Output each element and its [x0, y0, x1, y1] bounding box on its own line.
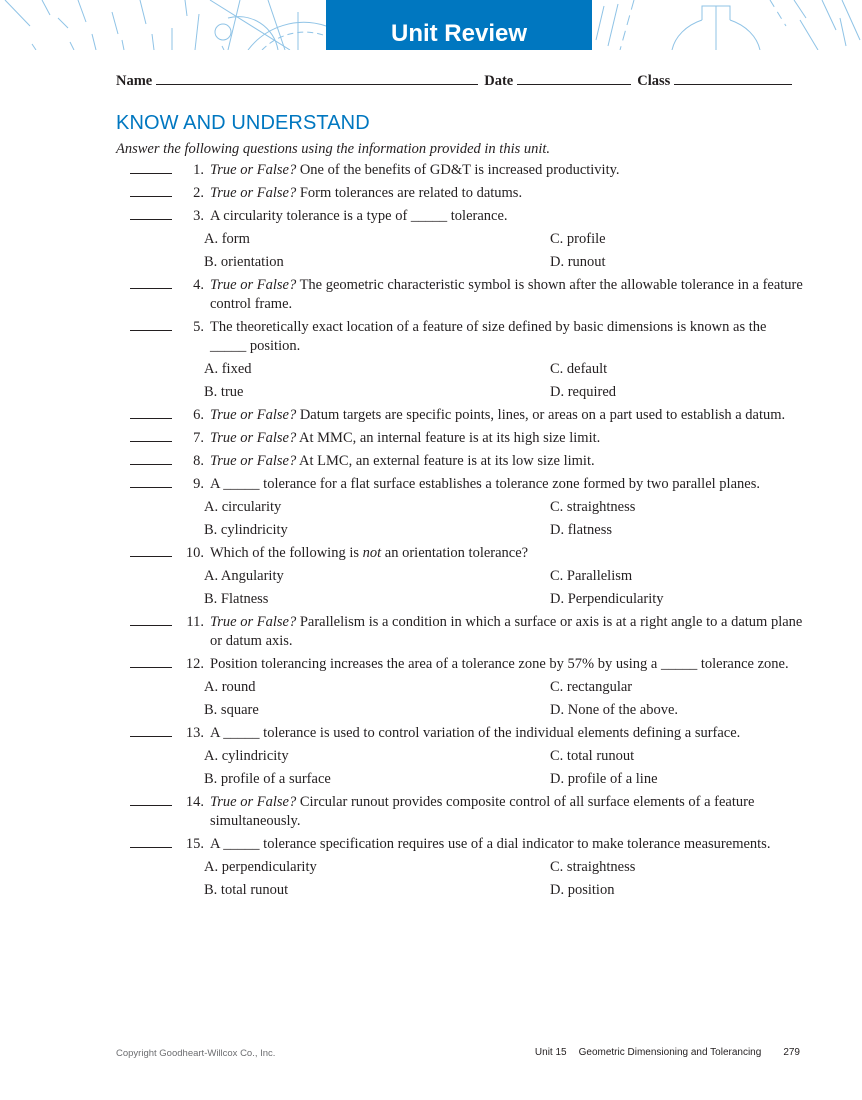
option-b: B. Flatness: [204, 591, 269, 607]
section-instructions: Answer the following questions using the information provided in this unit.: [116, 141, 551, 157]
question-14: [116, 793, 806, 831]
option-c: C. rectangular: [550, 679, 633, 695]
question-5: [116, 318, 806, 356]
question-number: 5.: [193, 319, 204, 335]
option-d: D. position: [550, 882, 615, 898]
option-a: A. Angularity: [204, 568, 284, 584]
question-15: [116, 835, 806, 854]
answer-blank-4[interactable]: [130, 276, 172, 289]
option-d: D. runout: [550, 254, 606, 270]
true-false-prefix: True or False?: [210, 430, 297, 446]
option-a: A. perpendicularity: [204, 859, 317, 875]
section-title: KNOW AND UNDERSTAND: [116, 112, 370, 134]
question-number: 7.: [193, 430, 204, 446]
answer-blank-11[interactable]: [130, 613, 172, 626]
option-d: D. None of the above.: [550, 702, 679, 718]
options-5: [204, 360, 806, 406]
question-8: [116, 452, 806, 471]
question-text: A _____ tolerance specification requires use of a dial indicator to make tolerance measurements.: [210, 836, 771, 852]
answer-blank-1[interactable]: [130, 161, 172, 174]
date-label: Date: [484, 73, 514, 89]
answer-blank-5[interactable]: [130, 318, 172, 331]
banner-title: Unit Review: [390, 20, 528, 47]
question-text: A _____ tolerance for a flat surface establishes a tolerance zone formed by two parallel planes.: [210, 476, 760, 492]
question-6: [116, 406, 806, 425]
student-info-row: [116, 72, 800, 90]
question-number: 6.: [193, 407, 204, 423]
question-text: an orientation tolerance?: [381, 545, 529, 561]
question-12: [116, 655, 806, 674]
question-number: 10.: [185, 545, 204, 561]
question-number: 9.: [193, 476, 204, 492]
question-1: [116, 161, 806, 180]
question-text: One of the benefits of GD&T is increased productivity.: [296, 162, 620, 178]
question-number: 15.: [185, 836, 204, 852]
answer-blank-6[interactable]: [130, 406, 172, 419]
question-number: 1.: [193, 162, 204, 178]
question-number: 8.: [193, 453, 204, 469]
option-c: C. Parallelism: [550, 568, 633, 584]
true-false-prefix: True or False?: [210, 277, 297, 293]
question-3: [116, 207, 806, 226]
name-field[interactable]: [156, 72, 478, 85]
question-text: Position tolerancing increases the area of a tolerance zone by 57% by using a _____ tolerance zone.: [210, 656, 789, 672]
answer-blank-10[interactable]: [130, 544, 172, 557]
answer-blank-13[interactable]: [130, 724, 172, 737]
question-2: [116, 184, 806, 203]
option-b: B. true: [204, 384, 244, 400]
unit-review-banner: [326, 0, 592, 50]
options-15: [204, 858, 806, 904]
question-text: The theoretically exact location of a feature of size defined by basic dimensions is known as the _____ position.: [210, 319, 767, 354]
option-a: A. round: [204, 679, 256, 695]
question-text: Datum targets are specific points, lines, or areas on a part used to establish a datum.: [296, 407, 786, 423]
question-number: 2.: [193, 185, 204, 201]
true-false-prefix: True or False?: [210, 407, 297, 423]
answer-blank-9[interactable]: [130, 475, 172, 488]
page-footer: [535, 1047, 800, 1058]
option-c: C. straightness: [550, 499, 636, 515]
true-false-prefix: True or False?: [210, 453, 297, 469]
true-false-prefix: True or False?: [210, 614, 297, 630]
question-10: [116, 544, 806, 563]
answer-blank-15[interactable]: [130, 835, 172, 848]
question-text: A circularity tolerance is a type of _____ tolerance.: [210, 208, 508, 224]
unit-title: Geometric Dimensioning and Tolerancing: [578, 1047, 762, 1058]
question-7: [116, 429, 806, 448]
question-9: [116, 475, 806, 494]
answer-blank-2[interactable]: [130, 184, 172, 197]
true-false-prefix: True or False?: [210, 162, 297, 178]
question-number: 14.: [185, 794, 204, 810]
options-9: [204, 498, 806, 544]
options-12: [204, 678, 806, 724]
option-b: B. profile of a surface: [204, 771, 331, 787]
question-4: [116, 276, 806, 314]
options-13: [204, 747, 806, 793]
question-text: Form tolerances are related to datums.: [296, 185, 523, 201]
question-text: At LMC, an external feature is at its low size limit.: [296, 453, 595, 469]
question-list: [116, 161, 806, 904]
question-number: 11.: [186, 614, 204, 630]
question-number: 12.: [185, 656, 204, 672]
option-d: D. flatness: [550, 522, 613, 538]
option-a: A. cylindricity: [204, 748, 289, 764]
option-b: B. total runout: [204, 882, 289, 898]
answer-blank-3[interactable]: [130, 207, 172, 220]
option-c: C. default: [550, 361, 608, 377]
answer-blank-12[interactable]: [130, 655, 172, 668]
question-text: The geometric characteristic symbol is shown after the allowable tolerance in a feature control frame.: [210, 277, 803, 312]
question-text: Which of the following is: [210, 545, 363, 561]
class-label: Class: [637, 73, 671, 89]
copyright-notice: Copyright Goodheart-Willcox Co., Inc.: [116, 1048, 276, 1059]
answer-blank-8[interactable]: [130, 452, 172, 465]
option-a: A. form: [204, 231, 250, 247]
option-d: D. Perpendicularity: [550, 591, 664, 607]
options-10: [204, 567, 806, 613]
question-13: [116, 724, 806, 743]
option-d: D. required: [550, 384, 617, 400]
question-text: Circular runout provides composite control of all surface elements of a feature simultaneously.: [210, 794, 755, 829]
true-false-prefix: True or False?: [210, 185, 297, 201]
option-c: C. profile: [550, 231, 606, 247]
date-field[interactable]: [517, 72, 631, 85]
question-text: At MMC, an internal feature is at its high size limit.: [296, 430, 601, 446]
answer-blank-7[interactable]: [130, 429, 172, 442]
option-b: B. orientation: [204, 254, 284, 270]
option-c: C. straightness: [550, 859, 636, 875]
option-d: D. profile of a line: [550, 771, 658, 787]
option-c: C. total runout: [550, 748, 635, 764]
option-b: B. square: [204, 702, 259, 718]
question-number: 4.: [193, 277, 204, 293]
unit-label: Unit 15: [534, 1047, 567, 1058]
page-number: 279: [783, 1047, 800, 1058]
option-a: A. circularity: [204, 499, 282, 515]
question-number: 13.: [185, 725, 204, 741]
option-a: A. fixed: [204, 361, 252, 377]
answer-blank-14[interactable]: [130, 793, 172, 806]
true-false-prefix: True or False?: [210, 794, 297, 810]
question-11: [116, 613, 806, 651]
options-3: [204, 230, 806, 276]
question-number: 3.: [193, 208, 204, 224]
option-b: B. cylindricity: [204, 522, 288, 538]
name-label: Name: [116, 73, 153, 89]
question-text: Parallelism is a condition in which a surface or axis is at a right angle to a datum plane or datum axis.: [210, 614, 803, 649]
question-text: A _____ tolerance is used to control variation of the individual elements defining a surface.: [210, 725, 741, 741]
emphasis-text: not: [362, 545, 382, 561]
class-field[interactable]: [674, 72, 792, 85]
